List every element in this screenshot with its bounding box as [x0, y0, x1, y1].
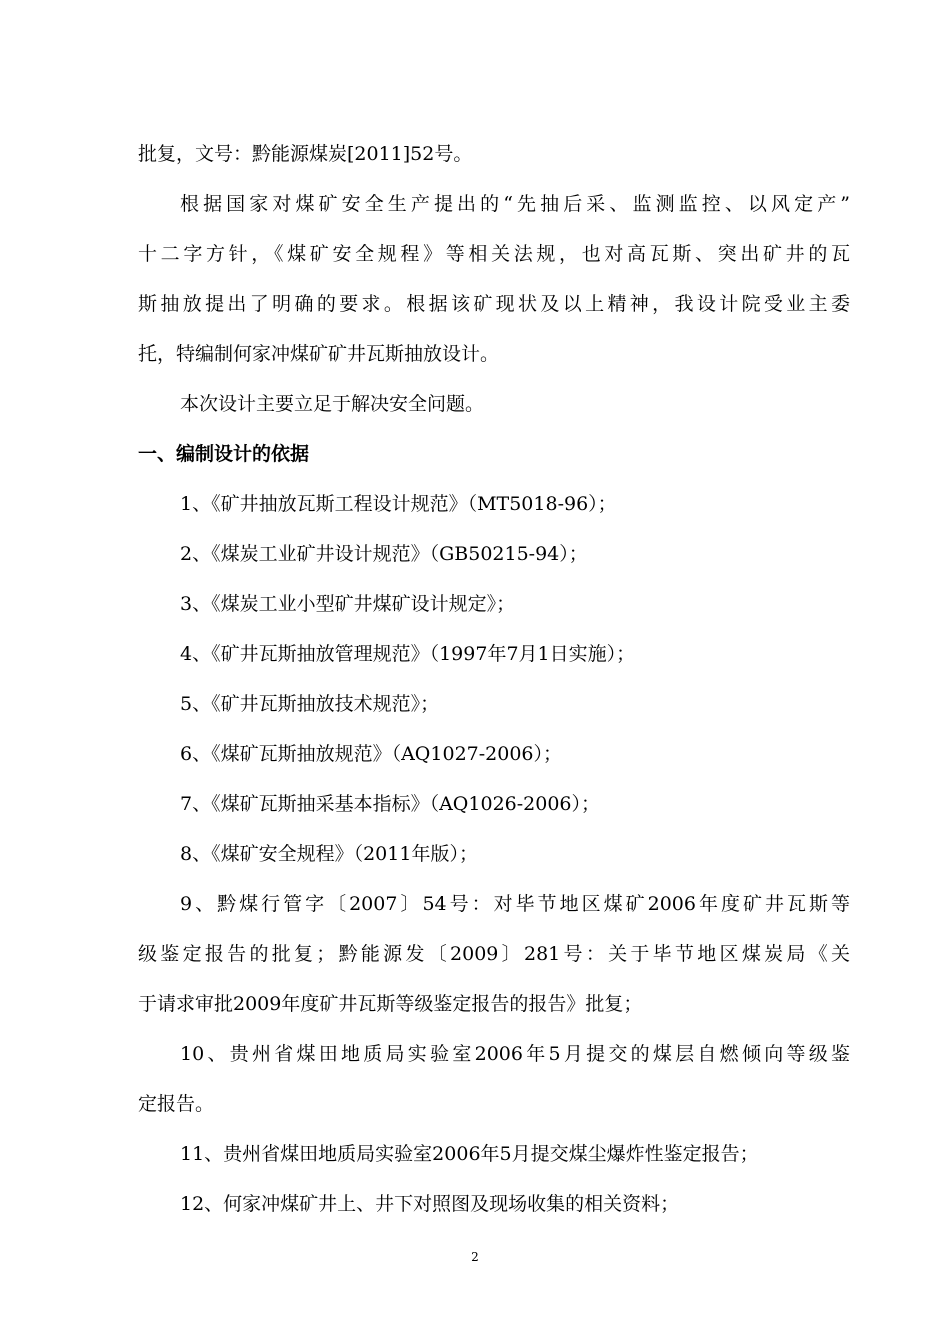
body-line: 托，特编制何家冲煤矿矿井瓦斯抽放设计。 — [138, 343, 500, 365]
basis-item-continuation: 于请求审批2009年度矿井瓦斯等级鉴定报告的报告》批复； — [138, 993, 643, 1015]
basis-item: 7、《煤矿瓦斯抽采基本指标》（AQ1026-2006）； — [180, 793, 601, 815]
basis-item: 8、《煤矿安全规程》（2011年版）； — [180, 843, 478, 865]
basis-item: 4、《矿井瓦斯抽放管理规范》（1997年7月1日实施）； — [180, 643, 636, 665]
basis-item: 11、贵州省煤田地质局实验室2006年5月提交煤尘爆炸性鉴定报告； — [180, 1143, 759, 1165]
basis-item: 10、贵州省煤田地质局实验室2006年5月提交的煤层自燃倾向等级鉴 — [180, 1043, 850, 1065]
basis-item-continuation: 级鉴定报告的批复；黔能源发〔2009〕281号：关于毕节地区煤炭局《关 — [138, 943, 850, 965]
section-heading: 一、编制设计的依据 — [138, 443, 310, 465]
basis-item: 9、黔煤行管字〔2007〕54号：对毕节地区煤矿2006年度矿井瓦斯等 — [180, 893, 850, 915]
basis-item: 6、《煤矿瓦斯抽放规范》（AQ1027-2006）； — [180, 743, 563, 765]
basis-item: 1、《矿井抽放瓦斯工程设计规范》（MT5018-96）； — [180, 493, 617, 515]
body-line: 十二字方针，《煤矿安全规程》等相关法规，也对高瓦斯、突出矿井的瓦 — [138, 243, 850, 265]
basis-item: 3、《煤炭工业小型矿井煤矿设计规定》； — [180, 593, 516, 615]
body-line: 批复，文号：黔能源煤炭[2011]52号。 — [138, 143, 473, 165]
basis-item: 2、《煤炭工业矿井设计规范》（GB50215-94）； — [180, 543, 588, 565]
page-number: 2 — [471, 1250, 479, 1264]
basis-item: 12、何家冲煤矿井上、井下对照图及现场收集的相关资料； — [180, 1193, 680, 1215]
body-line: 斯抽放提出了明确的要求。根据该矿现状及以上精神，我设计院受业主委 — [138, 293, 850, 315]
body-line: 根据国家对煤矿安全生产提出的“先抽后采、监测监控、以风定产” — [180, 193, 850, 215]
body-line: 本次设计主要立足于解决安全问题。 — [180, 393, 485, 415]
basis-item-continuation: 定报告。 — [138, 1093, 215, 1115]
basis-item: 5、《矿井瓦斯抽放技术规范》； — [180, 693, 440, 715]
